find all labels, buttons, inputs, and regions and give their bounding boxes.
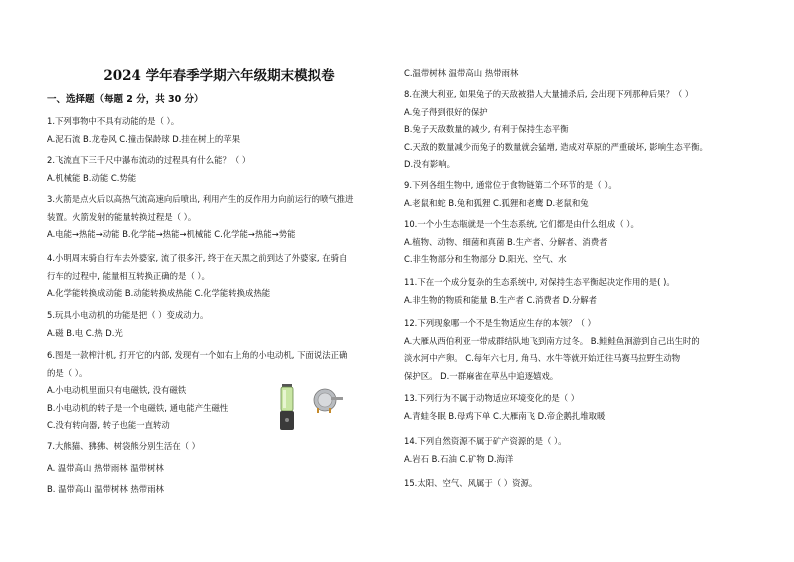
question-text: 10.一个小生态瓶就是一个生态系统, 它们都是由什么组成（ ）。	[404, 219, 639, 229]
question-text-cont: 的是（ ）。	[47, 367, 88, 378]
question-text-cont: 装置。火箭发射的能量转换过程是（ ）。	[47, 211, 197, 222]
question-3	[47, 194, 353, 240]
juicer-image	[279, 384, 295, 430]
question-text: 7.大熊猫、狒狒、树袋熊分别生活在（ ）	[47, 441, 201, 451]
question-text: 8.在澳大利亚, 如果兔子的天敌被猎人大量捕杀后, 会出现下列那种后果？（ ）	[404, 89, 694, 99]
question-text: 11.下在一个成分复杂的生态系统中, 对保持生态平衡起决定作用的是( )。	[404, 277, 675, 287]
question-text: 14.下列自然资源不属于矿产资源的是（ ）。	[404, 436, 567, 446]
answer-options: A.化学能转换成动能 B.动能转换成热能 C.化学能转换成热能	[47, 288, 271, 298]
motor-image	[311, 384, 345, 414]
answer-option-c: C.没有转向器, 转子也能一直转动	[47, 420, 170, 430]
answer-options: A.岩石 B.石油 C.矿物 D.海洋	[404, 453, 514, 464]
answer-options: A.老鼠和蛇 B.兔和狐狸 C.狐狸和老鹰 D.老鼠和兔	[404, 197, 589, 208]
answer-options-row2: C.非生物部分和生物部分 D.阳光、空气、水	[404, 254, 567, 264]
question-15	[404, 478, 537, 489]
answer-option-b: B. 温带高山 温带树林 热带雨林	[47, 484, 164, 494]
question-2	[47, 155, 250, 183]
question-9	[404, 180, 617, 208]
question-text-cont: 行车的过程中, 能量相互转换正确的是（ ）。	[47, 270, 210, 281]
question-text: 4.小明周末骑自行车去外婆家, 流了很多汗, 终于在天黑之前到达了外婆家, 在骑自	[47, 253, 348, 263]
question-text: 13.下列行为不属于动物适应环境变化的是（ ）	[404, 393, 580, 403]
question-13	[404, 393, 605, 421]
question-10	[404, 219, 639, 265]
question-12	[404, 318, 700, 381]
question-text: 15.太阳、空气、风属于（ ）资源。	[404, 478, 538, 488]
section-heading: 一、选择题（每题 2 分，共 30 分）	[47, 94, 204, 105]
answer-options: A.机械能 B.动能 C.势能	[47, 172, 137, 183]
question-1	[47, 116, 240, 144]
answer-line-3: 保护区。 D.一群麻雀在草丛中追逐嬉戏。	[404, 370, 559, 381]
answer-option-b: B.小电动机的转子是一个电磁铁, 通电能产生磁性	[47, 402, 229, 413]
question-7-continued	[404, 68, 518, 79]
answer-option-a: A. 温带高山 热带雨林 温带树林	[47, 462, 164, 473]
question-14	[404, 436, 567, 464]
question-text: 6.图是一款榨汁机, 打开它的内部, 发现有一个如右上角的小电动机, 下面说法正确	[47, 350, 348, 360]
question-text: 12.下列现象哪一个不是生物适应生存的本领？（ ）	[404, 318, 596, 328]
answer-line-1: A.大雁从西伯利亚一带成群结队地飞到南方过冬。 B.鲑鲑鱼洄游到自己出生时的	[404, 335, 700, 346]
answer-option-c: C.天敌的数量减少而兔子的数量就会猛增, 造成对草原的严重破坏, 影响生态平衡。	[404, 141, 708, 152]
answer-options: A.磁 B.电 C.热 D.光	[47, 327, 123, 338]
question-4	[47, 253, 347, 299]
question-text: 5.玩具小电动机的功能是把（ ）变成动力。	[47, 310, 209, 320]
answer-option-b: B.兔子天敌数量的减少, 有利于保持生态平衡	[404, 124, 569, 134]
answer-option-a: A.兔子得到很好的保护	[404, 106, 488, 117]
answer-options: A.青蛙冬眠 B.母鸡下单 C.大雁南飞 D.帝企鹅扎堆取暖	[404, 410, 606, 421]
question-11	[404, 277, 675, 305]
question-text: 2.飞流直下三千尺中瀑布流动的过程具有什么能？（ ）	[47, 155, 251, 165]
answer-option-a: A.小电动机里面只有电磁铁, 没有磁铁	[47, 385, 187, 395]
answer-options-row1: A.植物、动物、细菌和真菌 B.生产者、分解者、消费者	[404, 236, 608, 247]
answer-option-c: C.温带树林 温带高山 热带雨林	[404, 68, 519, 78]
question-6	[47, 350, 347, 431]
answer-options: A.电能→热能→动能 B.化学能→热能→机械能 C.化学能→热能→势能	[47, 229, 296, 239]
question-5	[47, 310, 208, 338]
answer-options: A.非生物的物质和能量 B.生产者 C.消费者 D.分解者	[404, 294, 598, 305]
page-title: 2024 学年春季学期六年级期末模拟卷	[103, 68, 335, 84]
question-8	[404, 89, 708, 170]
answer-options: A.泥石流 B.龙卷风 C.撞击保龄球 D.挂在树上的苹果	[47, 133, 241, 144]
question-7	[47, 441, 200, 495]
answer-line-2: 淡水河中产卵。 C.每年六七月, 角马、水牛等就开始迁往马赛马拉野生动物	[404, 353, 681, 363]
question-text: 9.下列各组生物中, 通常位于食物链第二个环节的是（ ）。	[404, 180, 617, 190]
answer-option-d: D.没有影响。	[404, 159, 455, 169]
question-text: 1.下列事物中不具有动能的是（ ）。	[47, 116, 180, 126]
question-text: 3.火箭是点火后以高热气流高速向后喷出, 利用产生的反作用力向前运行的喷气推进	[47, 194, 354, 204]
